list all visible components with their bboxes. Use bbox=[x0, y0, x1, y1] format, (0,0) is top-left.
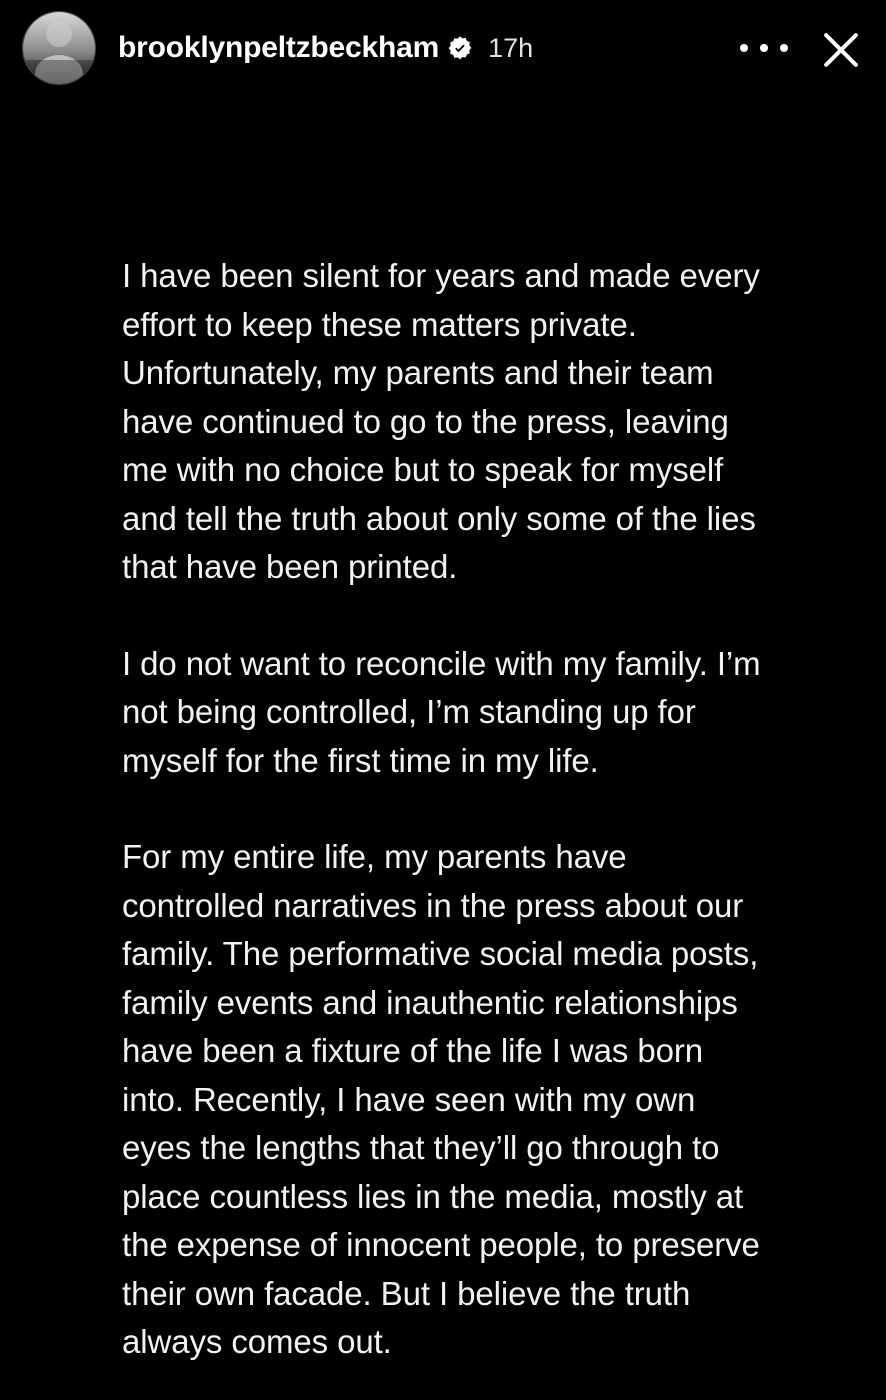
username-block[interactable] bbox=[118, 31, 740, 65]
avatar[interactable] bbox=[22, 11, 96, 85]
verified-badge-icon bbox=[448, 36, 472, 60]
story-header bbox=[0, 0, 886, 96]
story-paragraph: For my entire life, my parents have controlled narratives in the press about our family. The performative social media posts, family events and inauthentic relationships have been a fixture of the life I was born into. Recently, I have seen with my own eyes the lengths that they’ll go through to place countless lies in the media, mostly at the expense of innocent people, to preserve their own facade. But I believe the truth always comes out. bbox=[122, 838, 769, 1360]
close-icon[interactable] bbox=[818, 25, 864, 71]
header-actions bbox=[740, 25, 864, 71]
timestamp: 17h bbox=[488, 32, 534, 63]
more-options-icon[interactable] bbox=[740, 33, 788, 63]
story-text-block bbox=[122, 252, 770, 1367]
username[interactable]: brooklynpeltzbeckham bbox=[118, 31, 440, 64]
story-paragraph: I do not want to reconcile with my family. I’m not being controlled, I’m standing up for myself for the first time in my life. bbox=[122, 644, 770, 779]
story-paragraph: I have been silent for years and made every effort to keep these matters private. Unfortunately, my parents and their team have continued to go to the press, leaving me with no choice but to speak for myself and tell the truth about only some of the lies that have been printed. bbox=[122, 257, 769, 585]
